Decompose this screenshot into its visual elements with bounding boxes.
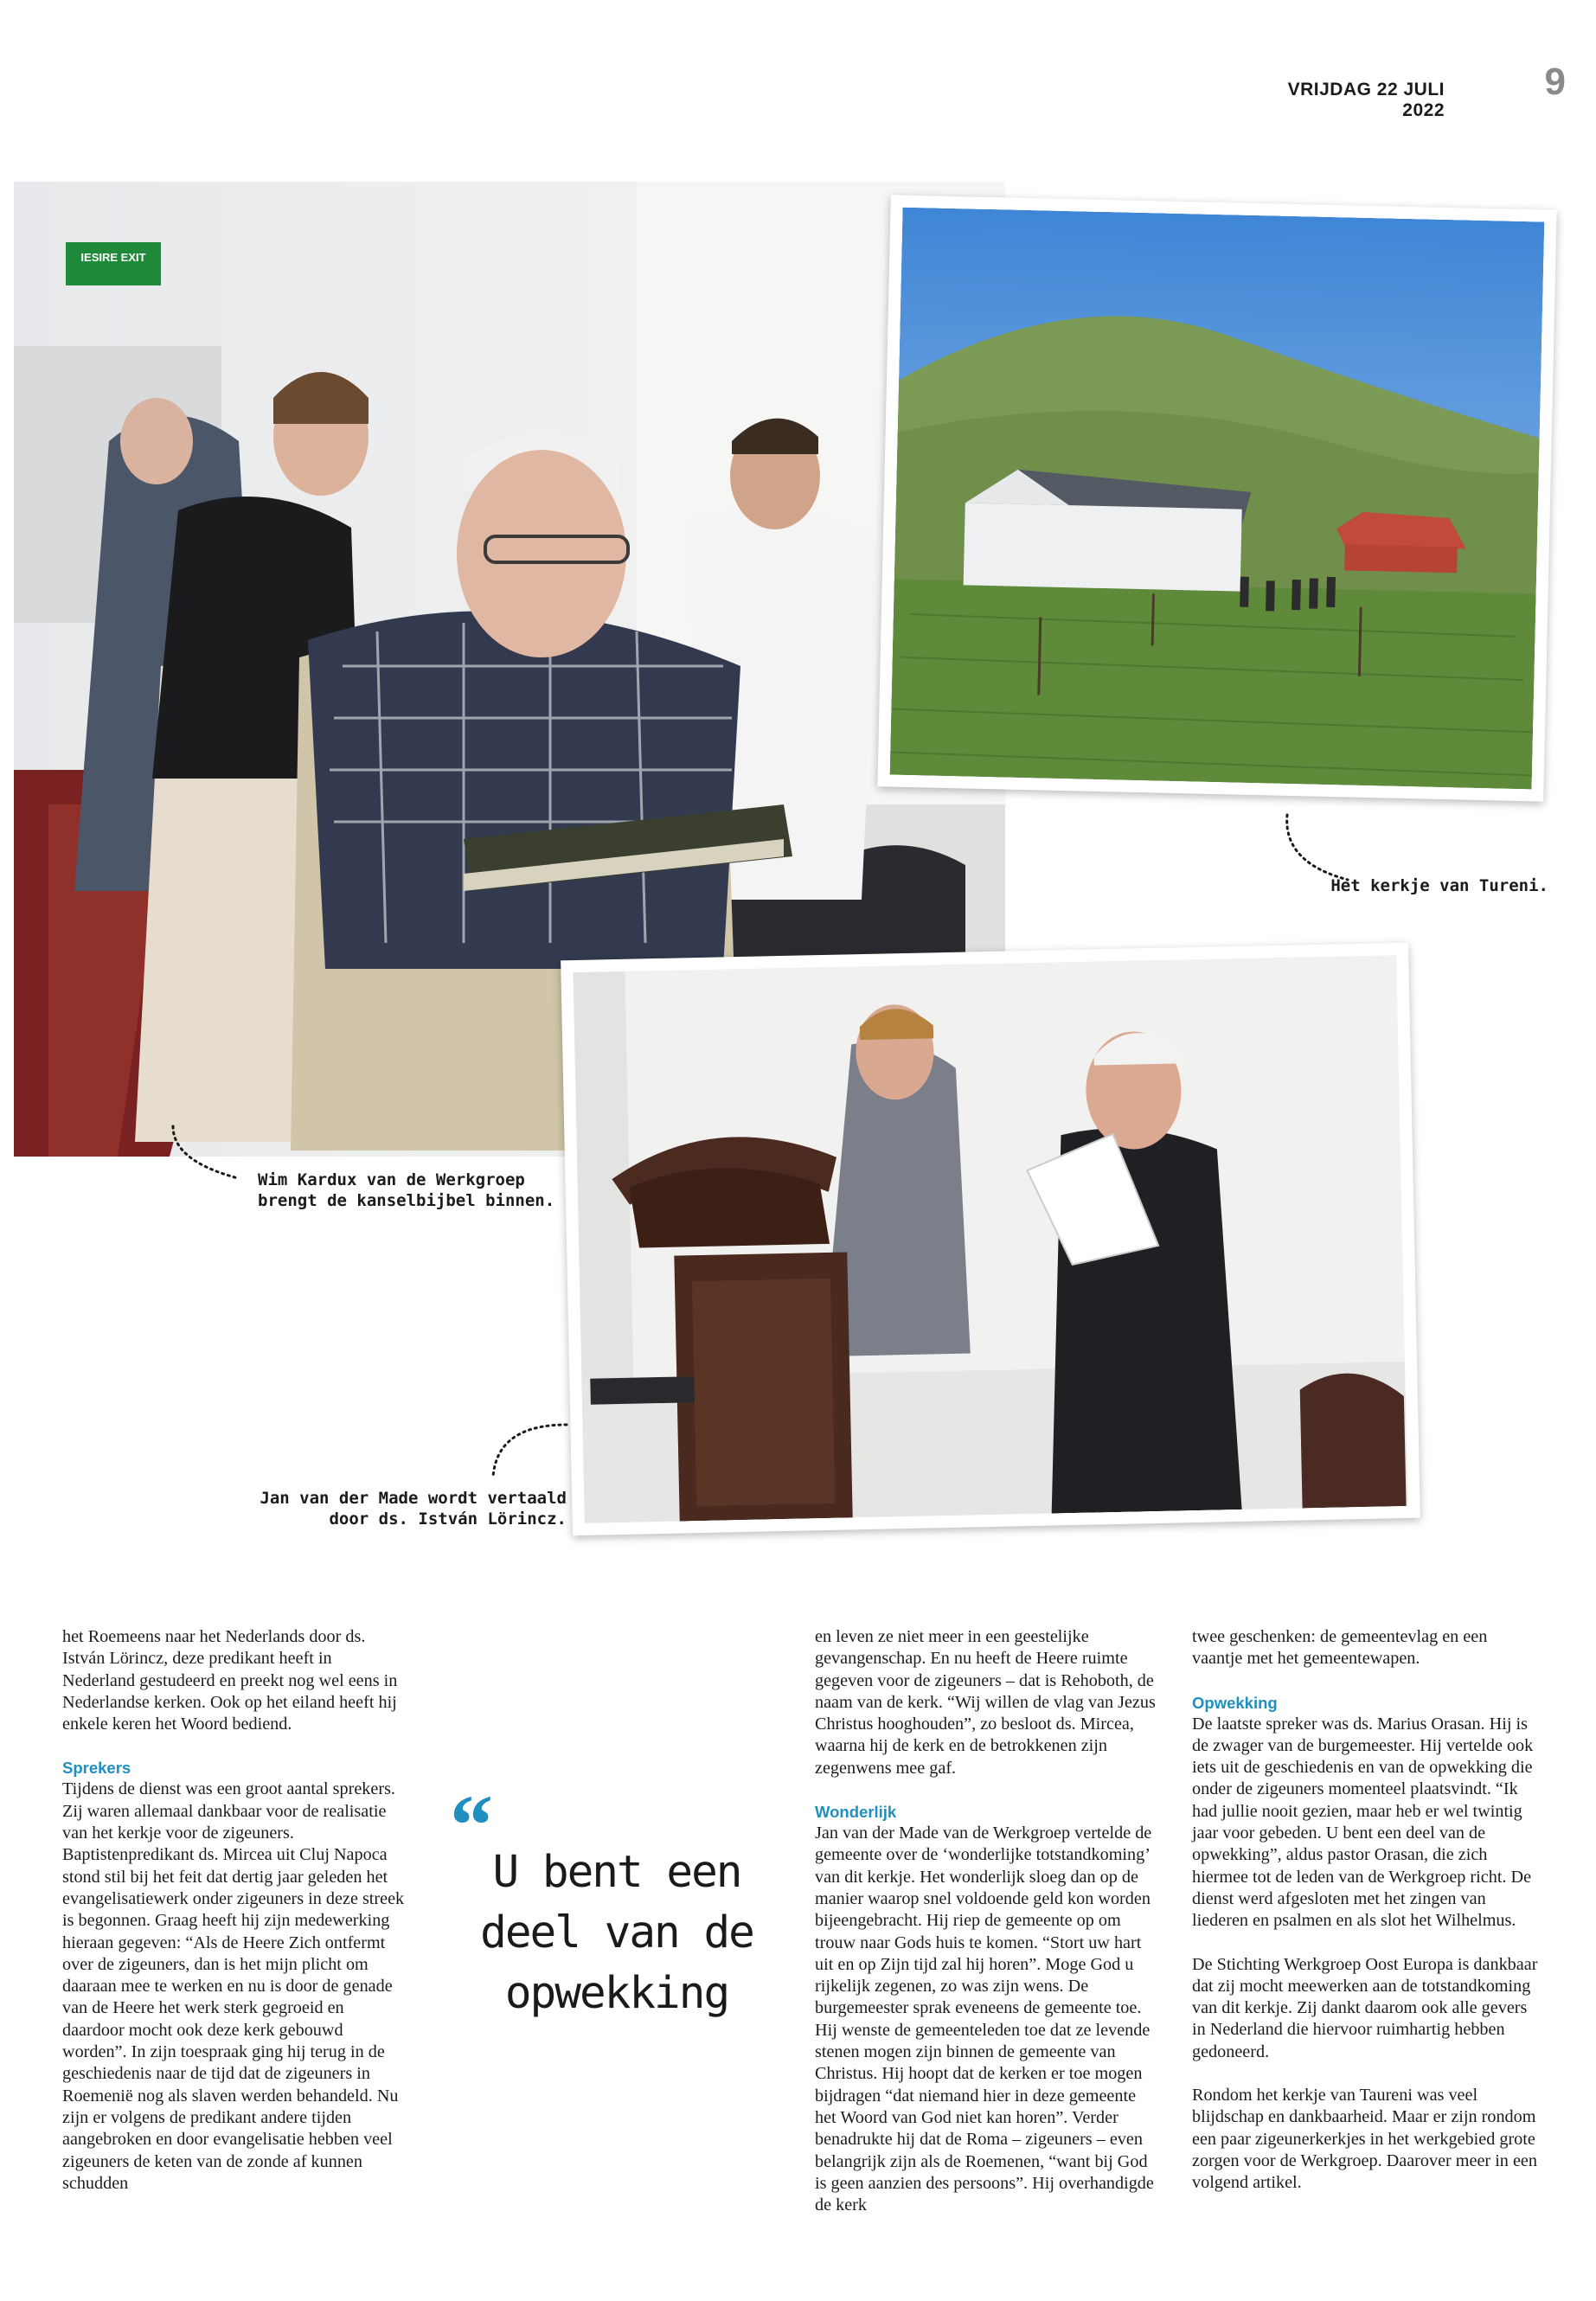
article-column-3 xyxy=(1192,1626,1538,2195)
photo-tureni xyxy=(890,208,1545,790)
article-paragraph: Jan van der Made van de Werkgroep vertelde de gemeente over de ‘wonderlijke totstandkoming’ van dit kerkje. Het wonderlijk sloeg dan op de manier waarop snel voldoende geld kon worden bijeengebracht. Hij riep de gemeente op om trouw naar Gods huis te komen. “Stort uw hart uit en op Zijn tijd zal hij horen”. Moge God u rijkelijk zegenen, zo was zijn wens. De burgemeester sprak eveneens de gemeente toe. Hij wenste de gemeenteleden toe dat ze levende stenen mogen zijn binnen de gemeente van Christus. Hij hoopt dat de kerken er toe mogen bijdragen “dat niemand hier in deze gemeente het Woord van God niet kan horen”. Verder benadrukte hij dat de Roma – zigeuners – even belangrijk zijn als de Roemenen, “want bij God is geen aanzien des persoons”. Hij overhandigde de kerk xyxy=(815,1823,1154,2215)
caption-tureni: Het kerkje van Tureni. xyxy=(1330,876,1548,895)
caption-made-line-1: Jan van der Made wordt vertaald xyxy=(260,1489,567,1508)
article-paragraph: De Stichting Werkgroep Oost Europa is dankbaar dat zij mocht meewerken aan de totstandkoming van dit kerkje. Zij dankt daarom ook alle gevers in Nederland die hiervoor ruimhartig hebben gedoneerd. xyxy=(1192,1954,1538,2061)
article-paragraph: het Roemeens naar het Nederlands door ds. István Lörincz, deze predikant heeft in Nederland gestudeerd en preekt nog wel eens in Nederlandse kerken. Ook op het eiland heeft hij enkele keren het Woord bediend. xyxy=(62,1627,398,1734)
article-column-1 xyxy=(62,1626,408,2195)
leader-kardux xyxy=(169,1125,255,1185)
subhead-opwekking: Opwekking xyxy=(1192,1693,1278,1712)
exit-sign-text: IESIRE EXIT xyxy=(80,251,146,264)
caption-kardux xyxy=(258,1170,554,1211)
photo-tureni-image xyxy=(890,208,1545,790)
subhead-wonderlijk: Wonderlijk xyxy=(815,1803,897,1822)
page-number: 9 xyxy=(1544,61,1566,103)
photo-pulpit-image xyxy=(573,955,1407,1523)
photo-pulpit xyxy=(573,955,1407,1523)
leader-made xyxy=(489,1423,575,1484)
photo-pulpit-frame xyxy=(561,943,1420,1535)
photo-tureni-frame xyxy=(877,195,1556,801)
article-paragraph: Rondom het kerkje van Taureni was veel blijdschap en dankbaarheid. Maar er zijn rondom een paar zigeunerkerkjes in het werkgebied grote zorgen voor de Werkgroep. Daarover meer in een volgend artikel. xyxy=(1192,2086,1537,2193)
article-paragraph: en leven ze niet meer in een geestelijke gevangenschap. En nu heeft de Heere ruimte gegeven voor de zigeuners – dat is Rehoboth, de naam van de kerk. “Wij willen de vlag van Jezus Christus hooghouden”, zo besloot ds. Mircea, waarna hij de kerk en de betrokkenen zijn zegenwens mee gaf. xyxy=(815,1627,1156,1778)
subhead-sprekers: Sprekers xyxy=(62,1759,131,1778)
article-paragraph: Tijdens de dienst was een groot aantal sprekers. Zij waren allemaal dankbaar voor de realisatie van het kerkje voor de zigeuners. Baptistenpredikant ds. Mircea uit Cluj Napoca stond stil bij het feit dat dertig jaar geleden het evangelisatiewerk onder zigeuners in deze streek is begonnen. Graag heeft hij zijn medewerking hieraan gegeven: “Als de Heere Zich ontfermt over de zigeuners, dan is het mijn plicht om daaraan mee te werken en nu is door de genade van de Heere het werk sterk gegroeid en daardoor mocht ook deze kerk gebouwd worden”. In zijn toespraak ging hij terug in de geschiedenis naar de tijd dat de zigeuners in Roemenië nog als slaven werden behandeld. Nu zijn er volgens de predikant andere tijden aangebroken en door evangelisatie hebben veel zigeuners de keten van de zonde af kunnen schudden xyxy=(62,1779,405,2193)
article-column-2 xyxy=(815,1626,1161,2216)
quote-mark: “ xyxy=(450,1777,493,1873)
caption-made-line-2: door ds. István Lörincz. xyxy=(329,1509,567,1529)
issue-date: VRIJDAG 22 JULI 2022 xyxy=(1287,80,1445,120)
caption-kardux-line-1: Wim Kardux van de Werkgroep xyxy=(258,1170,525,1189)
article-paragraph: De laatste spreker was ds. Marius Orasan. Hij is de zwager van de burgemeester. Hij vertelde ook iets uit de geschiedenis en van de opwekking die onder de zigeuners momenteel plaatsvindt. “Ik had jullie nooit gezien, maar heb er wel twintig jaar voor gebeden. U bent een deel van de opwekking”, aldus pastor Orasan, die zich hiermee tot de leden van de Werkgroep richt. De dienst werd afgesloten met het zingen van liederen en psalmen en als slot het Wilhelmus. xyxy=(1192,1714,1534,1931)
caption-kardux-line-2: brengt de kanselbijbel binnen. xyxy=(258,1191,555,1210)
caption-made xyxy=(199,1488,567,1529)
article-paragraph: twee geschenken: de gemeentevlag en een vaantje met het gemeentewapen. xyxy=(1192,1627,1488,1669)
pull-quote: U bent een deel van de opwekking xyxy=(480,1847,753,2019)
leader-tureni xyxy=(1280,813,1358,882)
